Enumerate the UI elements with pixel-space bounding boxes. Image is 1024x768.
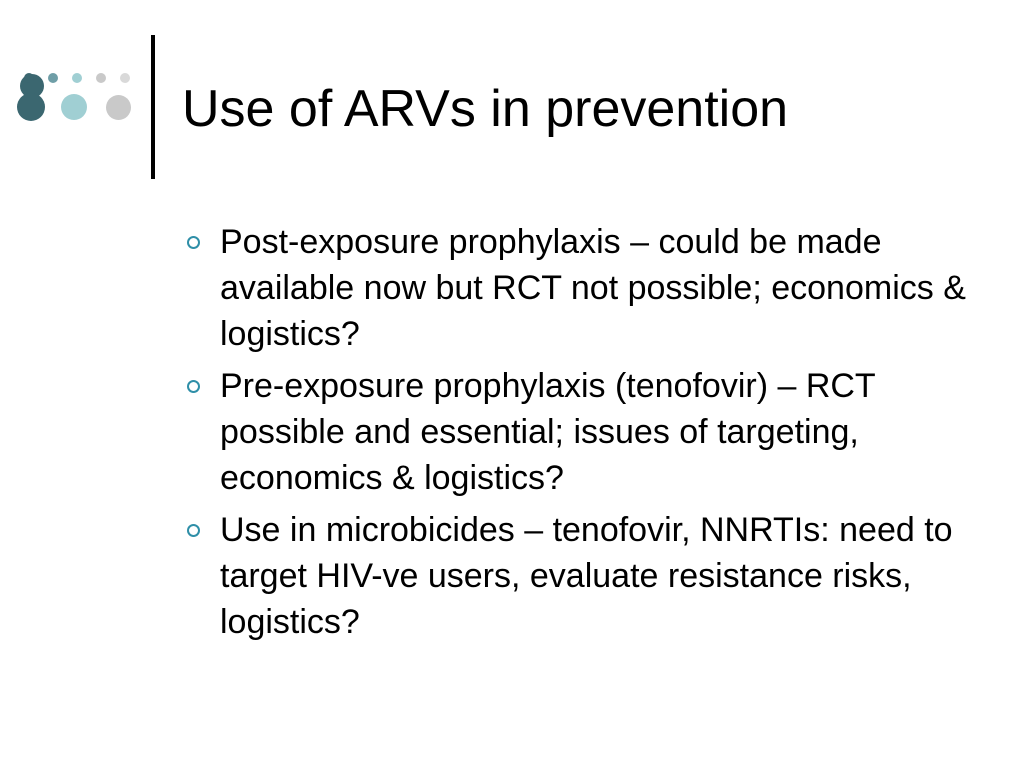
ring-bullet-icon (187, 380, 200, 393)
decor-dot-icon (24, 73, 34, 83)
slide-title: Use of ARVs in prevention (182, 80, 789, 138)
bullet-item (182, 507, 972, 645)
decor-dot-icon (120, 73, 130, 83)
decor-dot-icon (17, 93, 45, 121)
decor-dot-icon (48, 73, 58, 83)
bullet-text: Use in microbicides – tenofovir, NNRTIs: need to target HIV-ve users, evaluate resistance risks, logistics? (220, 511, 953, 641)
decor-dot-icon (96, 73, 106, 83)
bullet-item (182, 363, 972, 501)
title-divider (151, 35, 155, 179)
bullet-item (182, 219, 972, 357)
bullet-text: Post-exposure prophylaxis – could be made available now but RCT not possible; economics & logistics? (220, 223, 966, 353)
decor-dot-icon (61, 94, 87, 120)
ring-bullet-icon (187, 524, 200, 537)
decor-dot-icon (106, 95, 131, 120)
decor-dot-icon (72, 73, 82, 83)
bullet-list (182, 219, 972, 651)
bullet-text: Pre-exposure prophylaxis (tenofovir) – RCT possible and essential; issues of targeting, economics & logistics? (220, 367, 876, 497)
ring-bullet-icon (187, 236, 200, 249)
